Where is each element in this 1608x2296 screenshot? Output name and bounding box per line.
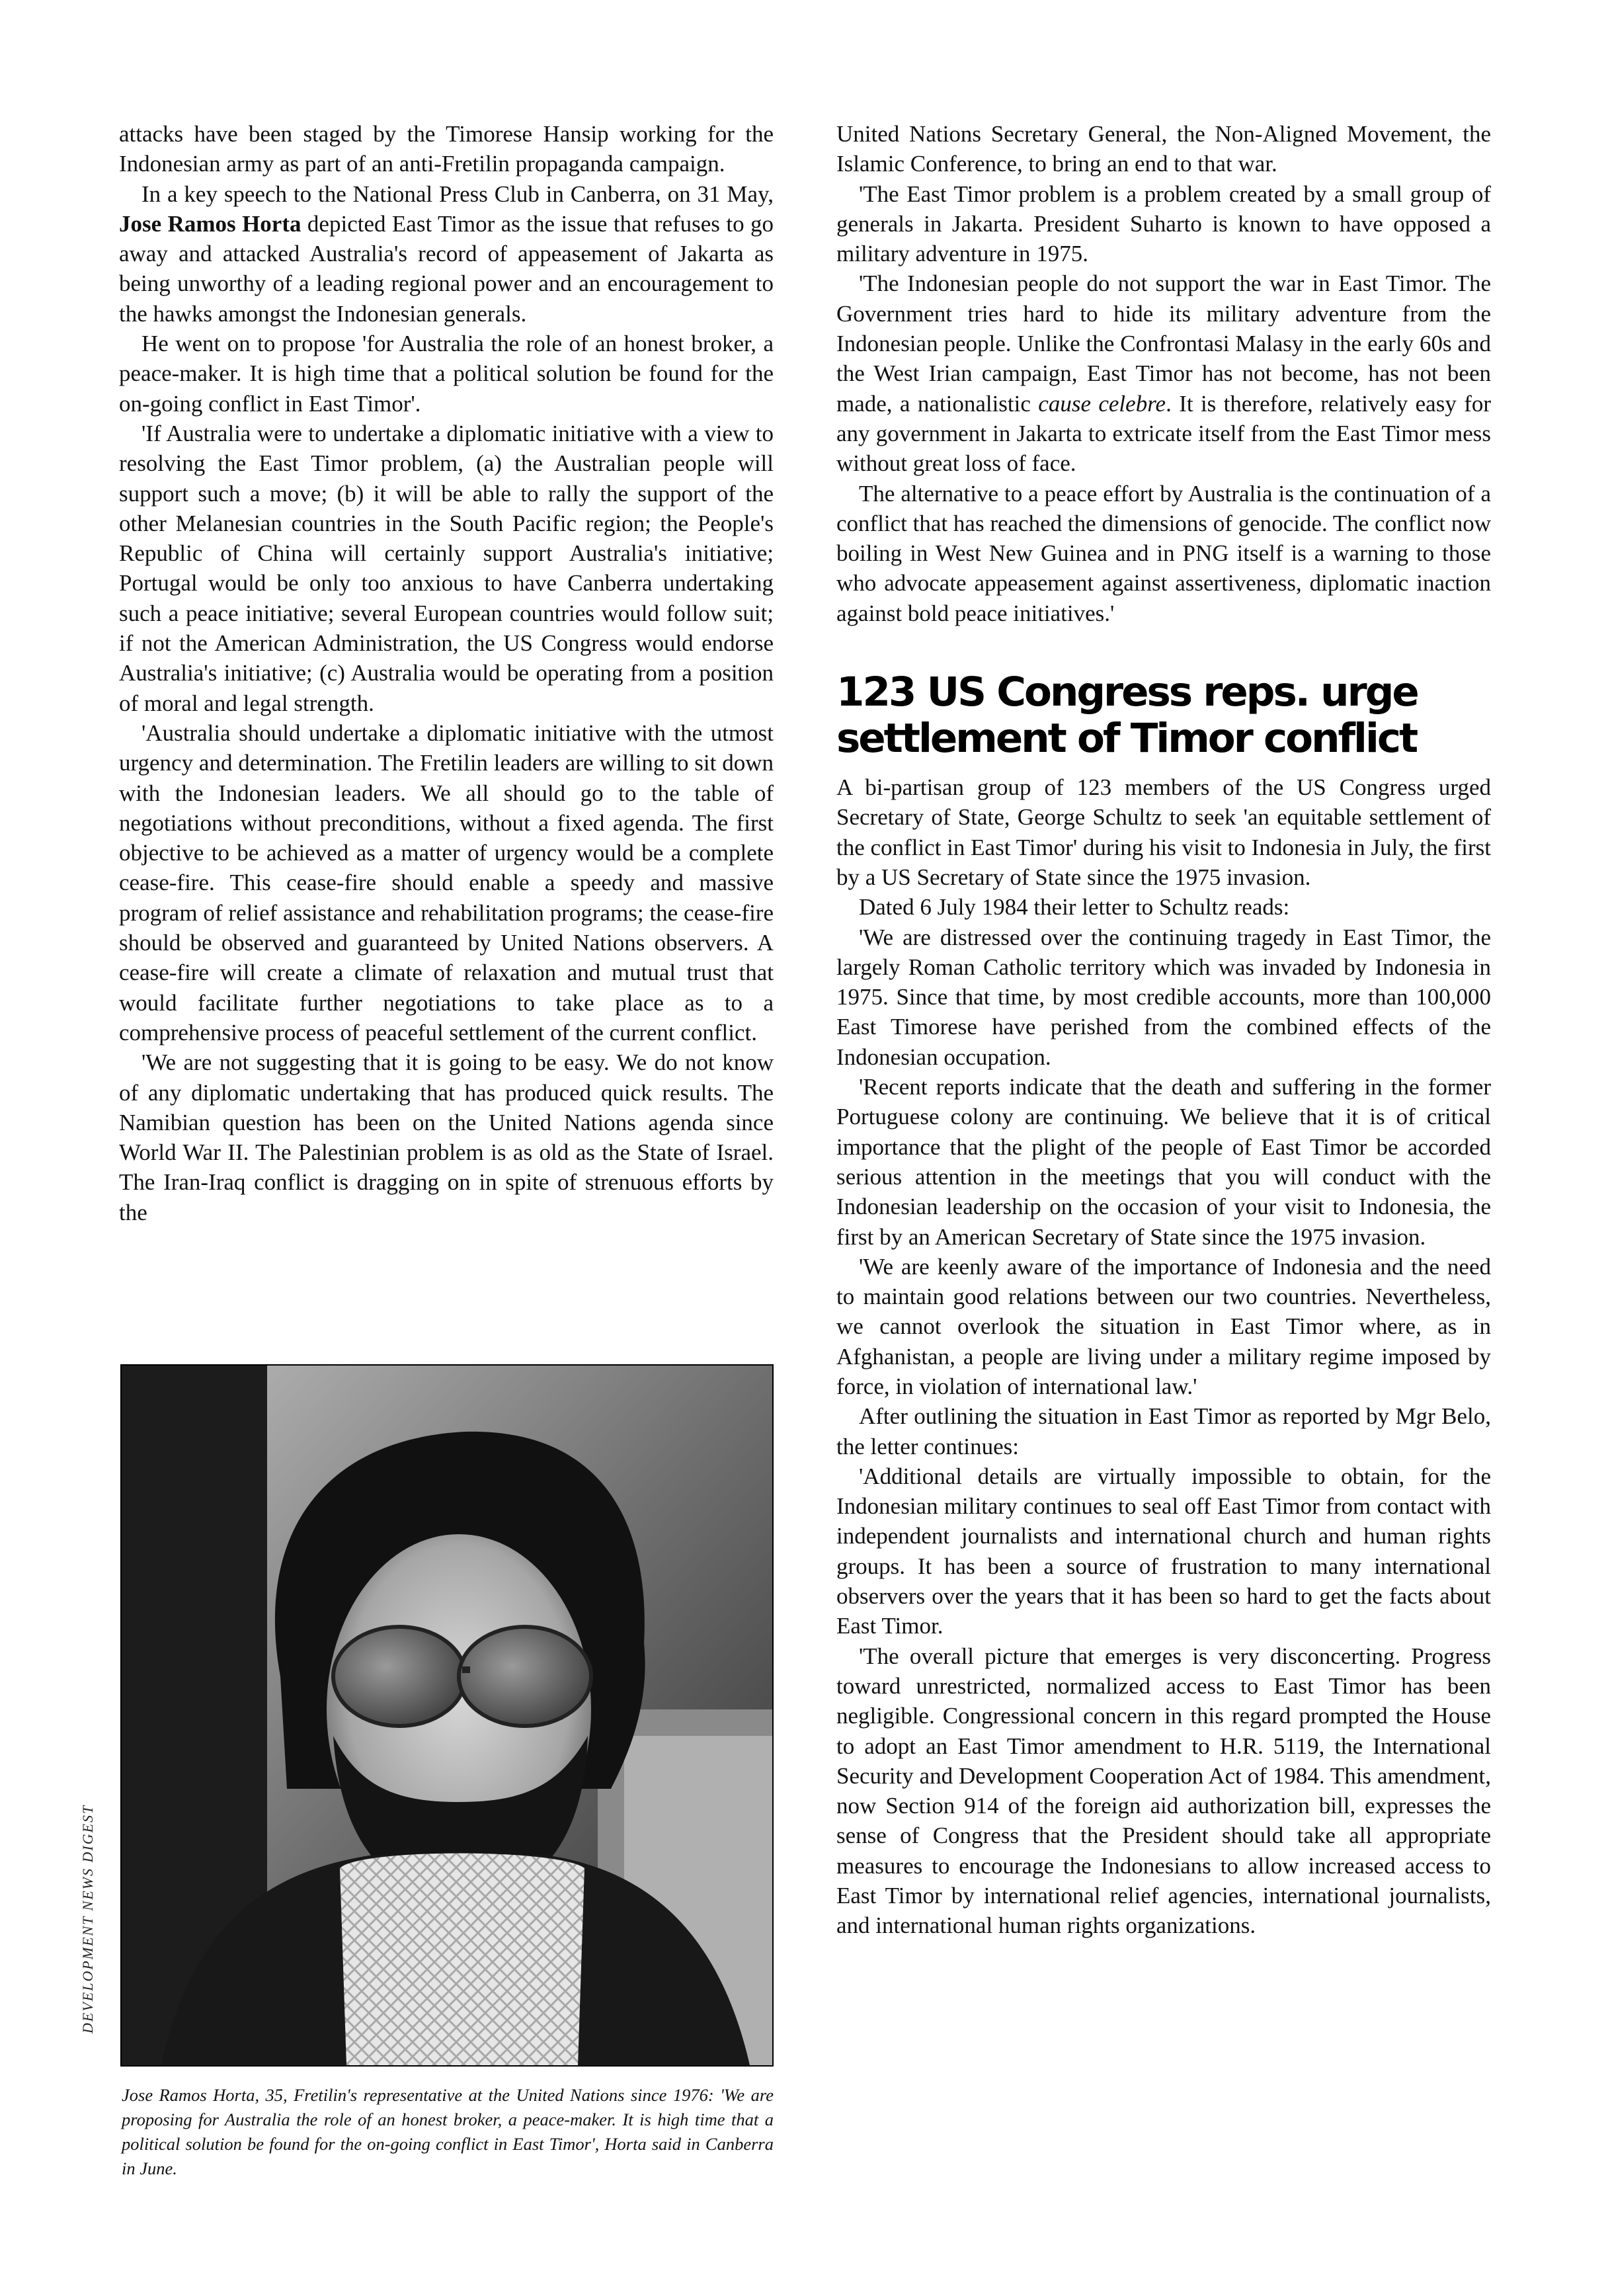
paragraph: attacks have been staged by the Timorese Hansip working for the Indonesian army as part of an anti-Fretilin propaganda campaign. — [119, 121, 774, 177]
paragraph: 'Recent reports indicate that the death and suffering in the former Portuguese colony are continuing. We believe that it is of critical importance that the plight of the people of East Timor be accorded serious attention in the meetings that you will conduct with the Indonesian leadership on the occasion of your visit to Indonesia, the first by an American Secretary of State since the 1975 invasion. — [836, 1074, 1491, 1250]
paragraph: 'Additional details are virtually impossible to obtain, for the Indonesian military continues to seal off East Timor from contact with independent journalists and international church and human rights groups. It has been a source of frustration to many international observers over the years that it has been so hard to get the facts about East Timor. — [836, 1463, 1491, 1639]
paragraph: United Nations Secretary General, the Non-Aligned Movement, the Islamic Conference, to bring an end to that war. — [836, 121, 1491, 177]
paragraph: After outlining the situation in East Timor as reported by Mgr Belo, the letter continues: — [836, 1403, 1491, 1459]
paragraph: 'Australia should undertake a diplomatic initiative with the utmost urgency and determination. The Fretilin leaders are willing to sit down with the Indonesian leaders. We all should go to the table of negotiations without preconditions, without a fixed agenda. The first objective to be achieved as a matter of urgency would be a complete cease-fire. This cease-fire should enable a speedy and massive program of relief assistance and rehabilitation programs; the cease-fire should be observed and guaranteed by United Nations observers. A cease-fire will create a climate of relaxation and mutual trust that would facilitate further negotiations to take place as to a comprehensive process of peaceful settlement of the current conflict. — [119, 719, 774, 1046]
photo-caption: Jose Ramos Horta, 35, Fretilin's representative at the United Nations since 1976: 'We are proposing for Australia the role of an honest broker, a peace-maker. It is high time that a political solution be found for the on-going conflict in East Timor', Horta said in Canberra in June. — [122, 2085, 774, 2178]
paragraph: The alternative to a peace effort by Australia is the continuation of a conflict that has reached the dimensions of genocide. The conflict now boiling in West New Guinea and in PNG itself is a warning to those who advocate appeasement against assertiveness, diplomatic inaction against bold peace initiatives.' — [836, 480, 1491, 626]
italic-phrase: cause celebre — [1038, 390, 1166, 417]
right-column — [836, 119, 1491, 1941]
paragraph: 'The Indonesian people do not support the war in East Timor. The Government tries hard to hide its military adventure from the Indonesian people. Unlike the Confrontasi Malasy in the early 60s and the West Irian campaign, East Timor has not become, has not been made, a nationalistic cause celebre. It is therefore, relatively easy for any government in Jakarta to extricate itself from the East Timor mess without great loss of face. — [836, 270, 1492, 477]
paragraph: 'If Australia were to undertake a diplomatic initiative with a view to resolving the East Timor problem, (a) the Australian people will support such a move; (b) it will be able to rally the support of the other Melanesian countries in the South Pacific region; the People's Republic of China will certainly support Australia's initiative; Portugal would be only too anxious to have Canberra undertaking such a peace initiative; several European countries would follow suit; if not the American Administration, the US Congress would endorse Australia's initiative; (c) Australia would be operating from a position of moral and legal strength. — [119, 420, 774, 716]
portrait-photo — [120, 1364, 774, 2067]
paragraph: 'We are keenly aware of the importance of Indonesia and the need to maintain good relations between our two countries. Nevertheless, we cannot overlook the situation in East Timor where, as in Afghanistan, a people are living under a military regime imposed by force, in violation of international law.' — [836, 1253, 1491, 1399]
paragraph: 'The East Timor problem is a problem created by a small group of generals in Jakarta. President Suharto is known to have opposed a military adventure in 1975. — [836, 181, 1491, 267]
paragraph: Dated 6 July 1984 their letter to Schultz reads: — [859, 894, 1290, 921]
left-column — [119, 119, 774, 1227]
paragraph: 'The overall picture that emerges is very disconcerting. Progress toward unrestricted, normalized access to East Timor has been negligible. Congressional concern in this regard prompted the House to adopt an East Timor amendment to H.R. 5119, the International Security and Development Cooperation Act of 1984. This amendment, now Section 914 of the foreign aid authorization bill, expresses the sense of Congress that the President should take all appropriate measures to encourage the Indonesians to allow increased access to East Timor by international relief agencies, international journalists, and international human rights organizations. — [836, 1643, 1491, 1939]
paragraph: He went on to propose 'for Australia the role of an honest broker, a peace-maker. It is high time that a political solution be found for the on-going conflict in East Timor'. — [119, 331, 774, 417]
paragraph: 'We are distressed over the continuing tragedy in East Timor, the largely Roman Catholic territory which was invaded by Indonesia in 1975. Since that time, by most credible accounts, more than 100,000 East Timorese have perished from the combined effects of the Indonesian occupation. — [836, 924, 1491, 1070]
paragraph: In a key speech to the National Press Club in Canberra, on 31 May, Jose Ramos Horta depicted East Timor as the issue that refuses to go away and attacked Australia's record of appeasement of Jakarta as being unworthy of a leading regional power and an encouragement to the hawks amongst the Indonesian generals. — [119, 181, 774, 327]
speaker-name: Jose Ramos Horta — [119, 210, 302, 237]
paragraph: 'We are not suggesting that it is going to be easy. We do not know of any diplomatic undertaking that has produced quick results. The Namibian question has been on the United Nations agenda since World War II. The Palestinian problem is as old as the State of Israel. The Iran-Iraq conflict is dragging on in spite of strenuous efforts by the — [119, 1049, 774, 1225]
photo-credit: DEVELOPMENT NEWS DIGEST — [79, 1804, 96, 2033]
paragraph: A bi-partisan group of 123 members of the US Congress urged Secretary of State, George Schultz to seek 'an equitable settlement of the conflict in East Timor' during his visit to Indonesia in July, the first by a US Secretary of State since the 1975 invasion. — [836, 774, 1491, 890]
article-headline: 123 US Congress reps. urge settlement of Timor conflict — [836, 669, 1418, 762]
